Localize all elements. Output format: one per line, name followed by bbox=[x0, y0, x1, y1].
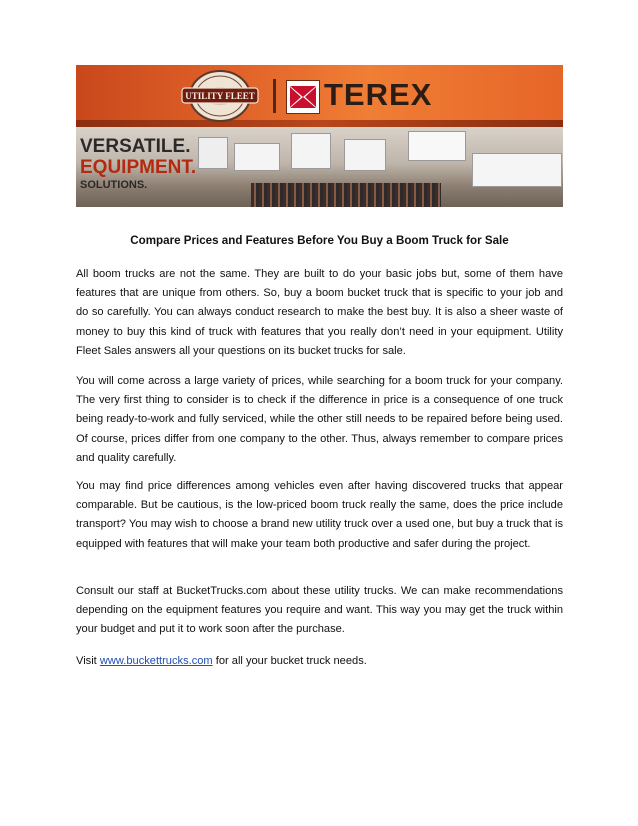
truck-image bbox=[234, 143, 280, 171]
truck-image bbox=[291, 133, 331, 169]
truck-image bbox=[472, 153, 562, 187]
slogan-line-3: SOLUTIONS. bbox=[80, 179, 148, 191]
paragraph-4: Consult our staff at BucketTrucks.com about these utility trucks. We can make recommendations depending on the equipment features you require and want. This way you may get the truck within your budget and put it to work soon after the purchase. bbox=[76, 585, 563, 636]
paragraph-2: You will come across a large variety of prices, while searching for a boom truck for your company. The very first thing to consider is to check if the difference in price is a consequence of one truck being ready-to-work and fully serviced, while the other still needs to be repaired before being used. Of course, prices differ from one company to the other. Thus, always remember to compare prices and quality carefully. bbox=[76, 375, 563, 464]
document-title: Compare Prices and Features Before You Buy a Boom Truck for Sale bbox=[130, 234, 509, 247]
utility-fleet-logo-text: UTILITY FLEET bbox=[185, 91, 255, 101]
buckettrucks-link[interactable]: www.buckettrucks.com bbox=[99, 655, 213, 667]
paragraph-3: You may find price differences among vehicles even after having discovered trucks that appear comparable. But be cautious, is the low-priced boom truck really the same, does the price include transport? You may wish to choose a brand new utility truck over a used one, but buy a truck that is equipped with features that will make your team both productive and safer during the project. bbox=[76, 480, 563, 550]
header-banner bbox=[76, 65, 563, 207]
paragraph-1: All boom trucks are not the same. They are built to do your basic jobs but, some of them have features that are unique from others. So, buy a boom bucket truck that is specific to your job and do so carefully. You can always conduct research to make the best buy. It is also a sheer waste of money to buy this kind of truck with features that you really don’t need in your equipment. Utility Fleet Sales answers all your questions on its bucket trucks for sale. bbox=[76, 268, 563, 357]
truck-image bbox=[408, 131, 466, 161]
terex-emblem-icon bbox=[286, 80, 320, 114]
truck-image bbox=[198, 137, 228, 169]
logo-divider bbox=[273, 79, 276, 113]
utility-fleet-logo bbox=[180, 68, 260, 124]
crowd-photo bbox=[251, 183, 441, 207]
closing-suffix: for all your bucket truck needs. bbox=[212, 655, 367, 667]
closing-prefix: Visit bbox=[76, 655, 100, 667]
slogan-line-2: EQUIPMENT. bbox=[80, 157, 197, 178]
terex-logo-text: TEREX bbox=[324, 77, 433, 112]
closing-paragraph bbox=[76, 652, 563, 671]
truck-image bbox=[344, 139, 386, 171]
slogan-line-1: VERSATILE. bbox=[80, 136, 191, 157]
